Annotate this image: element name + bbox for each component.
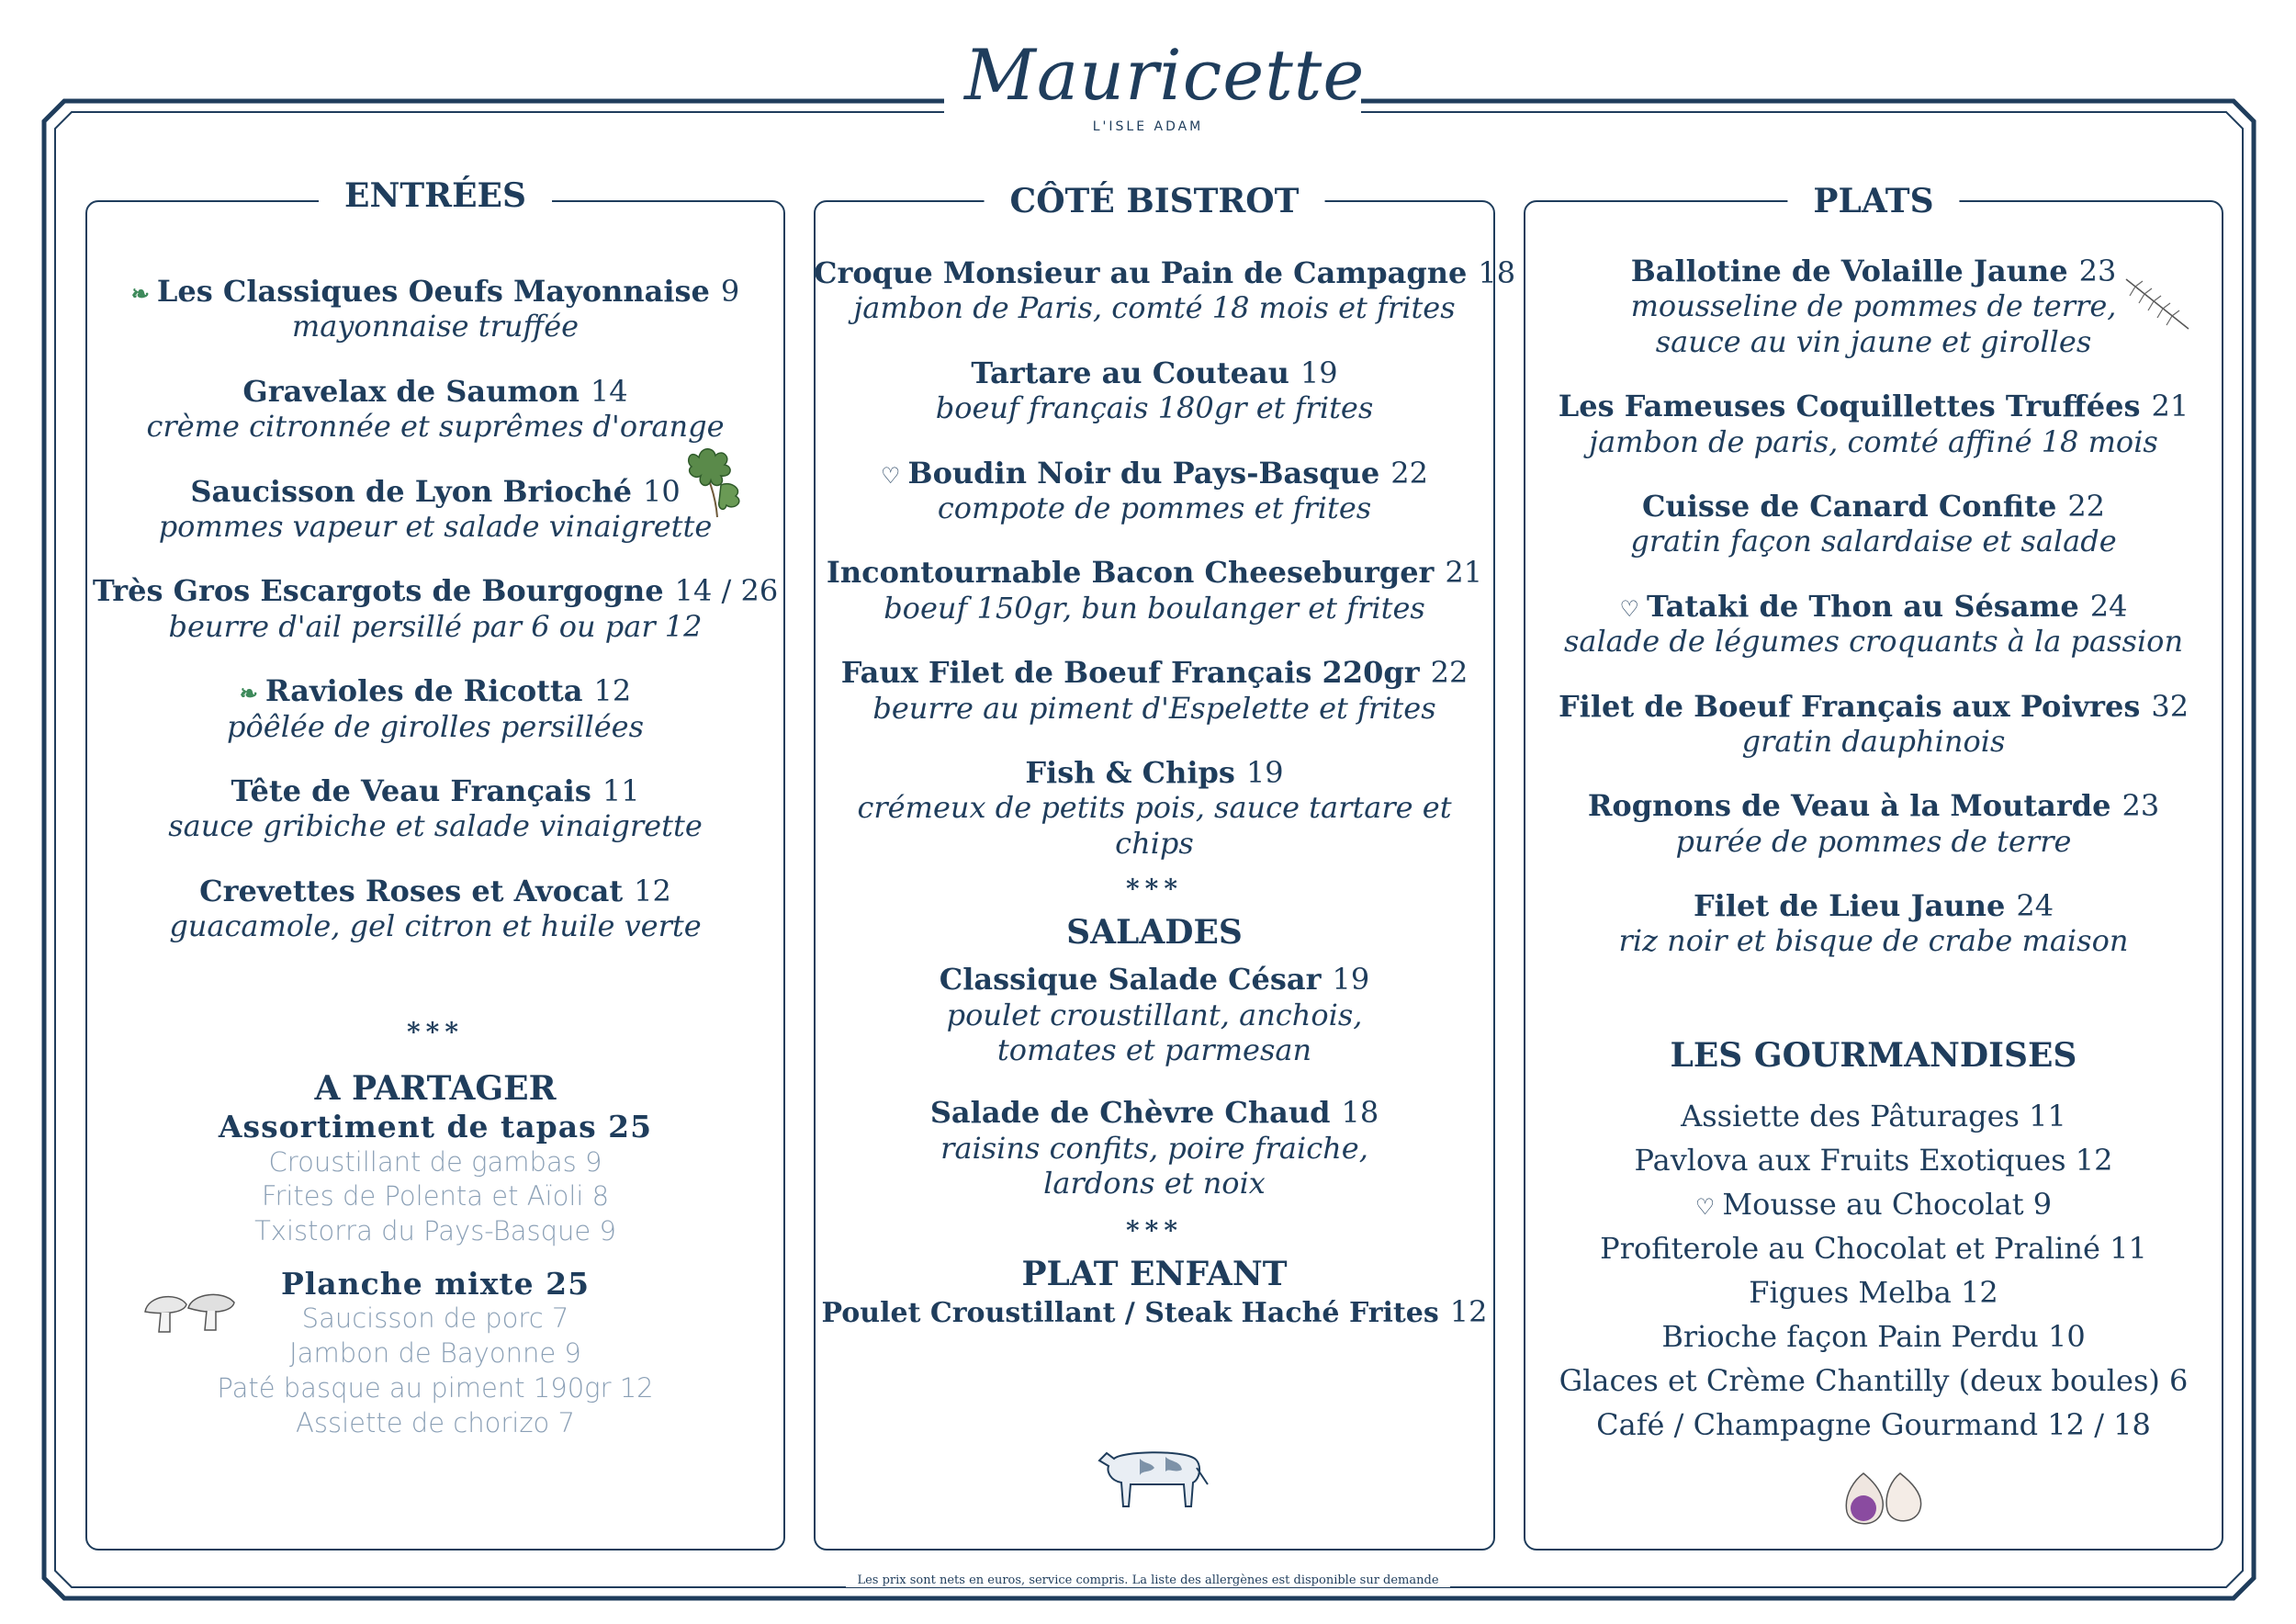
tapas-title: Assortiment de tapas 25 xyxy=(218,1109,653,1145)
item-description: crème citronnée et suprêmes d'orange xyxy=(146,409,725,445)
menu-item xyxy=(1524,888,2223,959)
item-description: pôêlée de girolles persillées xyxy=(227,708,644,744)
menu-item xyxy=(85,673,785,744)
dessert-label: Mousse au Chocolat 9 xyxy=(1722,1187,2053,1223)
item-name: Croque Monsieur au Pain de Campagne xyxy=(814,255,1468,290)
item-description: boeuf 150gr, bun boulanger et frites xyxy=(884,590,1425,626)
item-description: sauce gribiche et salade vinaigrette xyxy=(168,808,703,844)
item-name-line xyxy=(85,274,785,309)
enfant-item xyxy=(814,1294,1495,1330)
menu-item xyxy=(814,456,1495,526)
item-name: Rognons de Veau à la Moutarde xyxy=(1587,788,2111,824)
item-name: Faux Filet de Boeuf Français 220gr xyxy=(840,655,1420,691)
item-name-line xyxy=(814,1095,1495,1130)
item-name-line xyxy=(85,773,785,808)
item-name-line xyxy=(814,962,1495,997)
menu-item xyxy=(814,555,1495,626)
brand xyxy=(964,34,1366,134)
item-price: 21 xyxy=(2151,389,2189,424)
tapas-line: Jambon de Bayonne 9 xyxy=(289,1337,581,1370)
menu-item xyxy=(1524,489,2223,559)
item-name: Cuisse de Canard Confite xyxy=(1641,488,2057,524)
footer-text: Les prix sont nets en euros, service compris. La liste des allergènes est disponible sur demande xyxy=(846,1573,1449,1587)
dessert-item xyxy=(1524,1226,2223,1270)
mushroom-icon xyxy=(141,1284,242,1339)
item-description: purée de pommes de terre xyxy=(1675,823,2072,859)
fig-icon xyxy=(1836,1468,1928,1532)
item-price: 18 xyxy=(1478,255,1516,290)
item-name-line xyxy=(814,355,1495,390)
salades-title: SALADES xyxy=(1066,913,1243,952)
item-name-line xyxy=(1524,489,2223,524)
separator-stars: *** xyxy=(407,1017,464,1047)
brand-name: Mauricette xyxy=(964,34,1366,116)
item-name: Filet de Lieu Jaune xyxy=(1693,888,2006,924)
enfant-price: 12 xyxy=(1449,1293,1488,1329)
menu-item xyxy=(814,962,1495,1067)
item-name: Crevettes Roses et Avocat xyxy=(199,873,624,908)
tapas-line: Croustillant de gambas 9 xyxy=(268,1145,602,1178)
item-price: 19 xyxy=(1332,962,1370,998)
salades-list xyxy=(814,962,1495,1201)
item-price: 23 xyxy=(2078,254,2117,288)
item-name-line xyxy=(85,874,785,908)
item-name-line xyxy=(1524,589,2223,624)
dessert-item xyxy=(1524,1270,2223,1314)
tapas-list xyxy=(85,1145,785,1249)
item-price: 22 xyxy=(2067,488,2106,524)
menu-item xyxy=(85,773,785,844)
item-name-line xyxy=(814,456,1495,491)
item-name-line xyxy=(814,255,1516,290)
menu-item xyxy=(814,655,1495,726)
entrees-title: ENTRÉES xyxy=(319,176,552,215)
item-name: Salade de Chèvre Chaud xyxy=(929,1095,1331,1131)
dessert-item xyxy=(1524,1403,2223,1447)
item-price: 18 xyxy=(1341,1095,1379,1131)
item-price: 23 xyxy=(2122,788,2160,824)
entrees-column xyxy=(85,176,785,1551)
item-description: guacamole, gel citron et huile verte xyxy=(169,908,702,944)
planche-title: Planche mixte 25 xyxy=(280,1265,591,1302)
item-description: jambon de Paris, comté 18 mois et frites xyxy=(853,290,1456,326)
menu-item xyxy=(1524,689,2223,760)
item-description: poulet croustillant, anchois, xyxy=(946,997,1363,1032)
bistrot-column xyxy=(814,182,1516,1551)
item-name-line xyxy=(85,673,785,708)
item-price: 24 xyxy=(2089,588,2128,624)
item-description: boeuf français 180gr et frites xyxy=(935,390,1374,426)
item-name-line xyxy=(814,555,1495,590)
plats-column xyxy=(1524,182,2223,1551)
item-price: 22 xyxy=(1430,655,1469,691)
heart-icon: ♡ xyxy=(1694,1194,1716,1221)
menu-item xyxy=(1524,589,2223,660)
parsley-icon xyxy=(681,439,754,522)
item-name-line xyxy=(814,755,1495,790)
dessert-item xyxy=(1524,1094,2223,1138)
item-description: riz noir et bisque de crabe maison xyxy=(1618,923,2129,959)
item-name: Très Gros Escargots de Bourgogne xyxy=(92,573,664,609)
item-name: Tataki de Thon au Sésame xyxy=(1647,588,2079,624)
footer-note xyxy=(0,1573,2296,1587)
dessert-item xyxy=(1524,1182,2223,1226)
menu-item xyxy=(1524,389,2223,459)
item-price: 12 xyxy=(634,873,671,908)
item-name-line xyxy=(1524,888,2223,923)
cow-icon xyxy=(1094,1431,1213,1514)
item-description: salade de légumes croquants à la passion xyxy=(1563,624,2184,660)
item-name: Ravioles de Ricotta xyxy=(264,673,583,709)
item-price: 19 xyxy=(1245,754,1284,790)
leaf-icon: ❧ xyxy=(130,280,150,307)
dessert-label: Assiette des Pâturages 11 xyxy=(1681,1099,2066,1134)
menu-item xyxy=(814,255,1516,326)
item-price: 10 xyxy=(642,473,681,509)
item-description: lardons et noix xyxy=(1043,1166,1266,1201)
item-name: Tartare au Couteau xyxy=(971,355,1289,390)
menu-item xyxy=(85,573,785,644)
item-name: Classique Salade César xyxy=(939,962,1322,998)
item-name: Saucisson de Lyon Brioché xyxy=(190,473,632,509)
item-description: mousseline de pommes de terre, xyxy=(1630,288,2117,324)
brand-location: L'ISLE ADAM xyxy=(1092,118,1204,134)
dessert-label: Café / Champagne Gourmand 12 / 18 xyxy=(1596,1407,2151,1443)
separator-stars: *** xyxy=(1126,1214,1183,1246)
heart-icon: ♡ xyxy=(881,461,901,489)
tapas-line: Paté basque au piment 190gr 12 xyxy=(217,1371,654,1404)
item-description: crémeux de petits pois, sauce tartare et chips xyxy=(857,790,1452,861)
menu-item xyxy=(814,755,1495,861)
item-description: raisins confits, poire fraiche, xyxy=(940,1130,1368,1166)
item-description: tomates et parmesan xyxy=(996,1032,1312,1067)
rosemary-icon xyxy=(2121,272,2194,336)
menu-item xyxy=(1524,254,2223,359)
heart-icon: ♡ xyxy=(1619,594,1640,622)
item-name-line xyxy=(814,655,1495,690)
item-price: 12 xyxy=(593,673,632,709)
item-description: mayonnaise truffée xyxy=(291,309,580,344)
item-description: jambon de paris, comté affiné 18 mois xyxy=(1589,423,2158,459)
item-description: gratin façon salardaise et salade xyxy=(1630,524,2117,559)
item-price: 11 xyxy=(602,773,640,808)
menu-item xyxy=(85,874,785,944)
item-price: 14 xyxy=(590,373,628,409)
item-price: 19 xyxy=(1300,355,1338,390)
item-description: pommes vapeur et salade vinaigrette xyxy=(158,508,713,544)
bistrot-list xyxy=(814,255,1516,861)
tapas-line: Frites de Polenta et Aïoli 8 xyxy=(261,1180,610,1212)
item-description: sauce au vin jaune et girolles xyxy=(1655,323,2092,359)
item-name-line xyxy=(85,374,785,409)
gourmandises-list xyxy=(1524,1094,2223,1447)
plats-title: PLATS xyxy=(1787,182,1959,220)
item-price: 14 / 26 xyxy=(674,573,779,609)
item-price: 22 xyxy=(1390,455,1428,491)
dessert-item xyxy=(1524,1138,2223,1182)
bistrot-title: CÔTÉ BISTROT xyxy=(985,182,1325,220)
leaf-icon: ❧ xyxy=(239,680,258,707)
tapas-line: Assiette de chorizo 7 xyxy=(296,1406,575,1438)
plats-list xyxy=(1524,254,2223,959)
dessert-label: Figues Melba 12 xyxy=(1749,1275,1998,1311)
item-name: Incontournable Bacon Cheeseburger xyxy=(826,555,1435,591)
entrees-list xyxy=(85,274,785,943)
item-price: 9 xyxy=(720,274,740,309)
enfant-title: PLAT ENFANT xyxy=(1021,1254,1288,1293)
dessert-label: Brioche façon Pain Perdu 10 xyxy=(1661,1319,2086,1355)
dessert-label: Pavlova aux Fruits Exotiques 12 xyxy=(1634,1143,2113,1179)
item-name: Tête de Veau Français xyxy=(231,773,591,808)
item-description: beurre au piment d'Espelette et frites xyxy=(872,690,1436,726)
item-description: gratin dauphinois xyxy=(1741,723,2006,759)
item-description: beurre d'ail persillé par 6 ou par 12 xyxy=(168,608,703,644)
tapas-line: Saucisson de porc 7 xyxy=(301,1303,569,1335)
item-name: Les Fameuses Coquillettes Truffées xyxy=(1558,389,2141,424)
separator-stars: *** xyxy=(1126,874,1183,904)
tapas-line: Txistorra du Pays-Basque 9 xyxy=(254,1215,616,1247)
item-name-line xyxy=(1524,689,2223,724)
menu-item xyxy=(85,374,785,445)
gourmandises-title: LES GOURMANDISES xyxy=(1670,1036,2077,1075)
item-name: Les Classiques Oeufs Mayonnaise xyxy=(156,274,710,309)
item-name-line xyxy=(85,573,785,608)
menu-item xyxy=(814,1095,1495,1201)
menu-item xyxy=(814,355,1495,426)
enfant-name: Poulet Croustillant / Steak Haché Frites xyxy=(821,1296,1439,1329)
menu-item xyxy=(85,274,785,344)
item-name-line xyxy=(1524,788,2223,823)
item-price: 24 xyxy=(2016,888,2054,924)
dessert-label: Profiterole au Chocolat et Praliné 11 xyxy=(1600,1231,2147,1267)
item-name: Fish & Chips xyxy=(1025,754,1235,790)
item-price: 21 xyxy=(1445,555,1483,591)
partager-title: A PARTAGER xyxy=(314,1069,557,1108)
item-description: compote de pommes et frites xyxy=(937,490,1372,525)
item-price: 32 xyxy=(2151,688,2189,724)
item-name-line xyxy=(1524,389,2223,423)
item-name: Ballotine de Volaille Jaune xyxy=(1630,254,2068,288)
dessert-item xyxy=(1524,1314,2223,1359)
menu-item xyxy=(1524,788,2223,859)
item-name-line xyxy=(1524,254,2223,288)
item-name: Gravelax de Saumon xyxy=(242,373,580,409)
dessert-item xyxy=(1524,1359,2223,1403)
item-name: Boudin Noir du Pays-Basque xyxy=(907,455,1380,491)
item-name: Filet de Boeuf Français aux Poivres xyxy=(1558,688,2141,724)
dessert-label: Glaces et Crème Chantilly (deux boules) 6 xyxy=(1559,1363,2189,1399)
